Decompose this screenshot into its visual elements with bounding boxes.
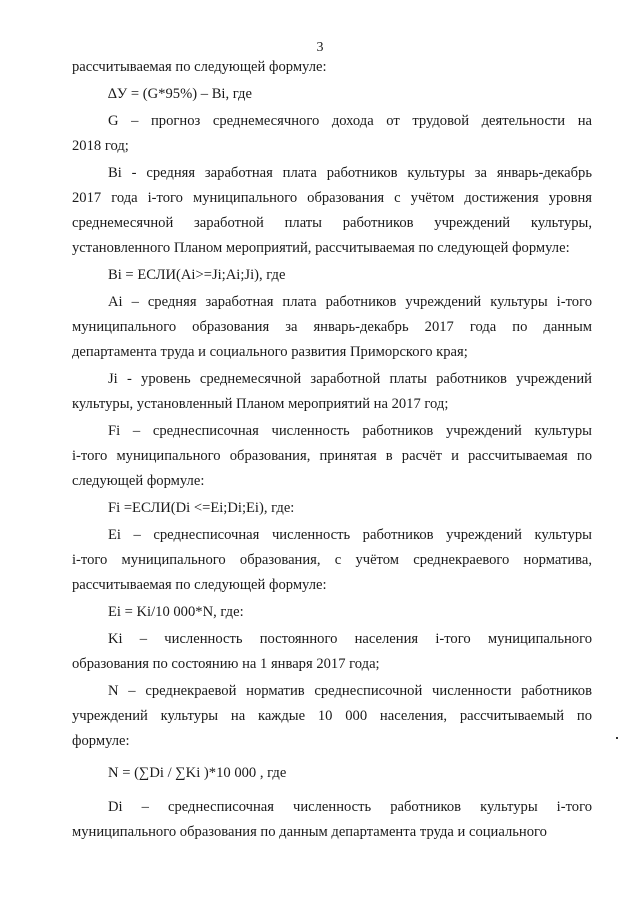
formula-line: N = (∑Di / ∑Ki )*10 000 , где bbox=[108, 765, 287, 781]
text-line: N – среднекраевой норматив среднесписочной численности работников bbox=[108, 683, 592, 699]
text-line: рассчитываемая по следующей формуле: bbox=[72, 577, 327, 593]
text-line: G – прогноз среднемесячного дохода от трудовой деятельности на bbox=[108, 113, 592, 129]
text-line: 2018 год; bbox=[72, 138, 129, 154]
text-line: Bi - средняя заработная плата работников культуры за январь-декабрь bbox=[108, 165, 592, 181]
text-line: следующей формуле: bbox=[72, 473, 205, 489]
text-line: учреждений культуры на каждые 10 000 населения, рассчитываемый по bbox=[72, 708, 592, 724]
text-line: Di – среднесписочная численность работников культуры i-того bbox=[108, 799, 592, 815]
text-line: департамента труда и социального развития Приморского края; bbox=[72, 344, 468, 360]
text-line: Ki – численность постоянного населения i-того муниципального bbox=[108, 631, 592, 647]
text-line: среднемесячной заработной платы работников учреждений культуры, bbox=[72, 215, 592, 231]
text-line: муниципального образования по данным департамента труда и социального bbox=[72, 824, 547, 840]
text-line: Fi – среднесписочная численность работников учреждений культуры bbox=[108, 423, 592, 439]
text-line: Ai – средняя заработная плата работников учреждений культуры i-того bbox=[108, 294, 592, 310]
page-number: 3 bbox=[316, 40, 324, 55]
formula-line: Ei = Ki/10 000*N, где: bbox=[108, 604, 244, 620]
scan-speck bbox=[616, 737, 618, 739]
formula-line: ∆У = (G*95%) – Bi, где bbox=[108, 86, 252, 102]
text-line: 2017 года i-того муниципального образования с учётом достижения уровня bbox=[72, 190, 592, 206]
text-line: i-того муниципального образования, принятая в расчёт и рассчитываемая по bbox=[72, 448, 592, 464]
text-line: установленного Планом мероприятий, рассчитываемая по следующей формуле: bbox=[72, 240, 570, 256]
formula-line: Bi = ЕСЛИ(Ai>=Ji;Ai;Ji), где bbox=[108, 267, 286, 283]
text-line: рассчитываемая по следующей формуле: bbox=[72, 59, 327, 75]
text-line: i-того муниципального образования, с учётом среднекраевого норматива, bbox=[72, 552, 592, 568]
text-line: формуле: bbox=[72, 733, 130, 749]
formula-line: Fi =ЕСЛИ(Di <=Ei;Di;Ei), где: bbox=[108, 500, 295, 516]
text-line: Ji - уровень среднемесячной заработной платы работников учреждений bbox=[108, 371, 592, 387]
text-line: муниципального образования за январь-декабрь 2017 года по данным bbox=[72, 319, 592, 335]
text-line: Ei – среднесписочная численность работников учреждений культуры bbox=[108, 527, 592, 543]
text-line: образования по состоянию на 1 января 2017 года; bbox=[72, 656, 380, 672]
text-line: культуры, установленный Планом мероприятий на 2017 год; bbox=[72, 396, 449, 412]
